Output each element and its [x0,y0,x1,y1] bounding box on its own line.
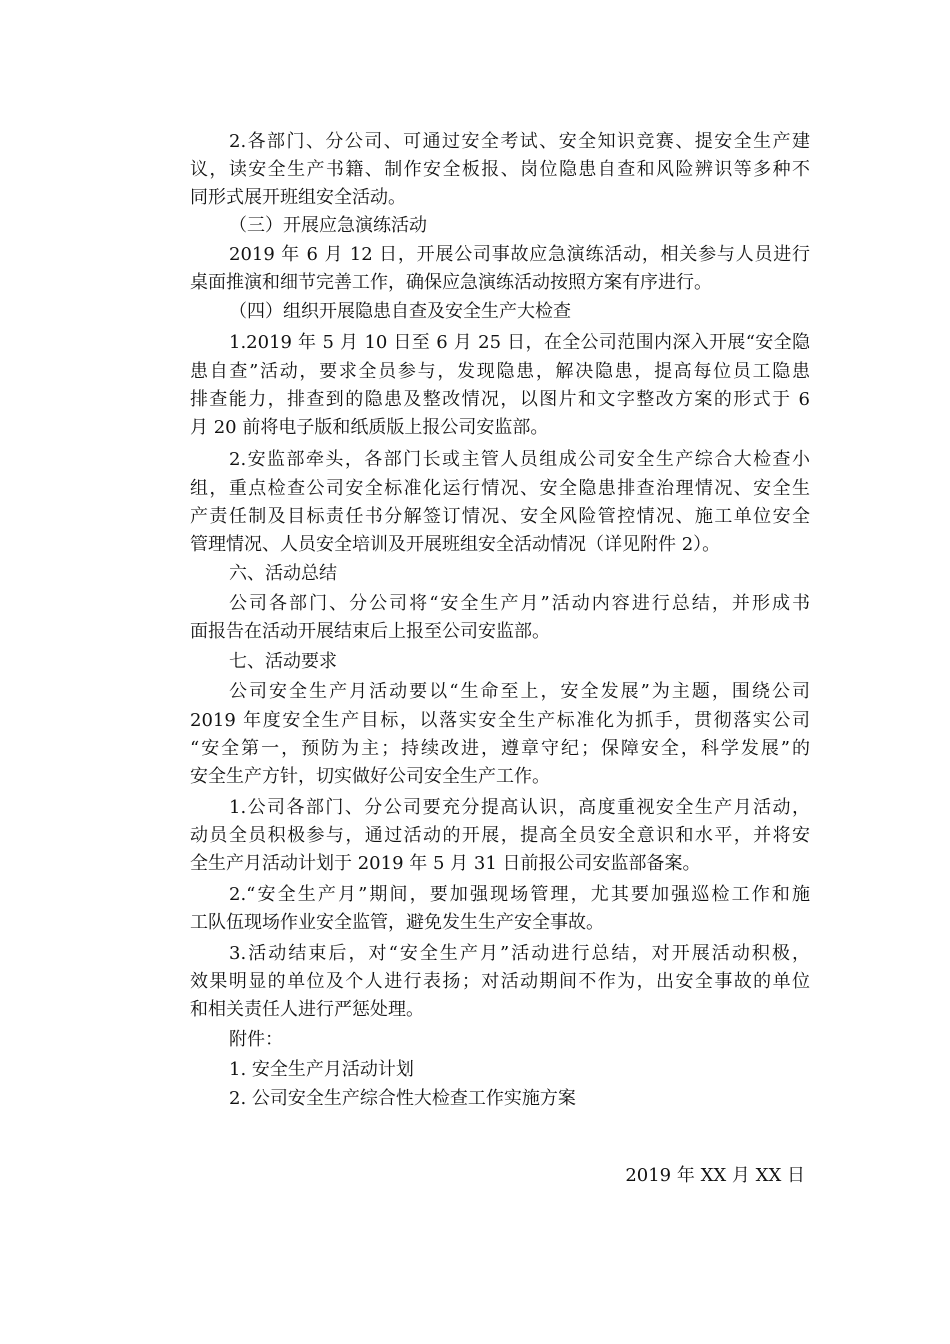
text-line: 公司各部门、分公司将“安全生产月”活动内容进行总结，并形成书 [229,593,810,614]
section-heading: 六、活动总结 [229,563,337,584]
text-line: 和相关责任人进行严惩处理。 [190,999,424,1020]
text-line: 面报告在活动开展结束后上报至公司安监部。 [190,621,550,642]
text-line: 管理情况、人员安全培训及开展班组安全活动情况（详见附件 2）。 [190,534,721,555]
text-line: 3.活动结束后，对“安全生产月”活动进行总结，对开展活动积极， [229,943,810,964]
text-line: 同形式展开班组安全活动。 [190,187,406,208]
section-heading: 七、活动要求 [229,651,337,672]
text-line: 组，重点检查公司安全标准化运行情况、安全隐患排查治理情况、安全生 [190,478,810,499]
text-line: 2019 年 6 月 12 日，开展公司事故应急演练活动，相关参与人员进行 [229,244,810,265]
text-line: 公司安全生产月活动要以“生命至上，安全发展”为主题，围绕公司 [229,681,810,702]
attachment-item: 2. 公司安全生产综合性大检查工作实施方案 [229,1088,576,1109]
attachments-heading: 附件： [229,1029,283,1050]
section-heading: （三）开展应急演练活动 [229,215,427,236]
text-line: “安全第一，预防为主；持续改进，遵章守纪；保障安全，科学发展”的 [190,738,810,759]
section-heading: （四）组织开展隐患自查及安全生产大检查 [229,301,571,322]
text-line: 2.各部门、分公司、可通过安全考试、安全知识竞赛、提安全生产建 [229,131,810,152]
text-line: 效果明显的单位及个人进行表扬；对活动期间不作为，出安全事故的单位 [190,971,810,992]
text-line: 排查能力，排查到的隐患及整改情况，以图片和文字整改方案的形式于 6 [190,389,810,410]
text-line: 2.“安全生产月”期间，要加强现场管理，尤其要加强巡检工作和施 [229,884,810,905]
text-line: 患自查”活动，要求全员参与，发现隐患，解决隐患，提高每位员工隐患 [190,361,810,382]
text-line: 产责任制及目标责任书分解签订情况、安全风险管控情况、施工单位安全 [190,506,810,527]
text-line: 1.2019 年 5 月 10 日至 6 月 25 日，在全公司范围内深入开展“安全隐 [229,332,810,353]
text-line: 2019 年度安全生产目标，以落实安全生产标准化为抓手，贯彻落实公司 [190,710,810,731]
text-line: 安全生产方针，切实做好公司安全生产工作。 [190,766,550,787]
text-line: 2.安监部牵头，各部门长或主管人员组成公司安全生产综合大检查小 [229,449,810,470]
attachment-item: 1. 安全生产月活动计划 [229,1059,414,1080]
text-line: 动员全员积极参与，通过活动的开展，提高全员安全意识和水平，并将安 [190,825,810,846]
text-line: 1.公司各部门、分公司要充分提高认识，高度重视安全生产月活动， [229,797,810,818]
document-date: 2019 年 XX 月 XX 日 [625,1165,805,1186]
text-line: 工队伍现场作业安全监管，避免发生生产安全事故。 [190,912,604,933]
text-line: 桌面推演和细节完善工作，确保应急演练活动按照方案有序进行。 [190,272,712,293]
text-line: 全生产月活动计划于 2019 年 5 月 31 日前报公司安监部备案。 [190,853,701,874]
text-line: 议，读安全生产书籍、制作安全板报、岗位隐患自查和风险辨识等多种不 [190,159,810,180]
text-line: 月 20 前将电子版和纸质版上报公司安监部。 [190,417,549,438]
